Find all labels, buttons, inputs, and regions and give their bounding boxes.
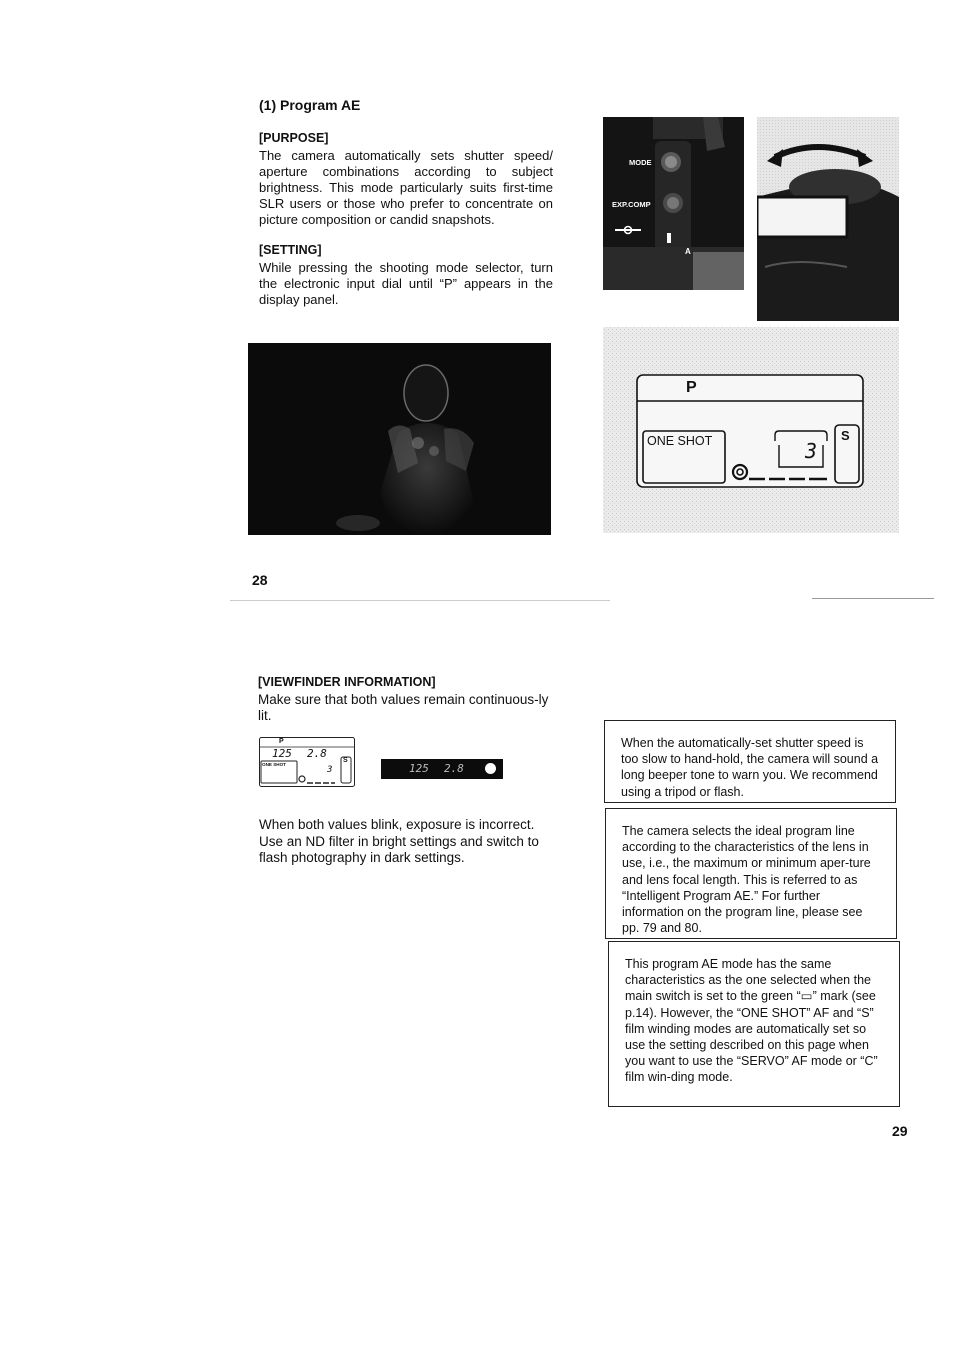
focus-confirm-icon <box>485 763 496 774</box>
lcd-frame-count: 3 <box>805 439 818 463</box>
small-panel-af-mode: ONE SHOT <box>262 762 286 767</box>
note-text: This program AE mode has the same characteristics as the one selected when the main switch is set to the green “▭” mark (see p.14). However, the “ONE SHOT” AF and “S” film winding modes are automatically set so use the setting described on this page when you want to use the “SERVO” AF mode or “C” film win-ding mode. <box>625 957 878 1085</box>
page-divider-left <box>230 600 610 601</box>
lcd-af-mode-label: ONE SHOT <box>647 434 713 448</box>
small-panel-mode: P <box>279 738 284 745</box>
viewfinder-text: Make sure that both values remain continuous-ly lit. <box>258 692 549 723</box>
small-panel-shutter: 125 <box>272 747 292 760</box>
setting-header: [SETTING] <box>259 243 322 257</box>
setting-text: While pressing the shooting mode selector, turn the electronic input dial until “P” appears in the display panel. <box>259 260 553 307</box>
page-divider-right <box>812 598 934 599</box>
note-box-program-line <box>605 808 897 939</box>
page-number-29: 29 <box>892 1123 908 1139</box>
blink-text: When both values blink, exposure is incorrect. Use an ND filter in bright settings and switch to flash photography in dark settings. <box>259 817 539 865</box>
small-panel-drive-mode: S <box>343 757 348 764</box>
viewfinder-aperture: 2.8 <box>444 762 464 775</box>
lcd-drive-mode: S <box>841 428 850 443</box>
section-title: (1) Program AE <box>259 97 361 113</box>
camera-mode-selector-photo <box>603 117 744 290</box>
note-text: The camera selects the ideal program line according to the characteristics of the lens in use, i.e., the maximum or minimum aper-ture and lens focal length. This is referred to as “Intelligent Program AE.” For further information on the program line, please see pp. 79 and 80. <box>622 824 871 936</box>
note-box-beeper <box>604 720 896 803</box>
camera-input-dial-photo <box>757 117 899 321</box>
exp-comp-label: EXP.COMP <box>612 200 651 209</box>
display-panel-illustration <box>603 327 899 533</box>
small-panel-frame-count: 3 <box>327 765 333 775</box>
purpose-header: [PURPOSE] <box>259 131 329 145</box>
viewfinder-shutter: 125 <box>409 762 429 775</box>
viewfinder-header: [VIEWFINDER INFORMATION] <box>258 675 436 689</box>
dial-a-mark: A <box>685 247 691 256</box>
page-number-28: 28 <box>252 572 268 588</box>
lcd-mode-p: P <box>686 379 697 396</box>
child-silhouette-photo <box>248 343 551 535</box>
viewfinder-bar <box>381 759 503 779</box>
purpose-text: The camera automatically sets shutter speed/ aperture combinations according to subject brightness. This mode particularly suits first-time SLR users or those who prefer to concentrate on picture composition or candid snapshots. <box>259 148 553 227</box>
note-box-main-switch <box>608 941 900 1107</box>
note-text: When the automatically-set shutter speed is too slow to hand-hold, the camera will sound a long beeper tone to warn you. We recommend using a tripod or flash. <box>621 736 879 799</box>
mode-label: MODE <box>629 158 652 167</box>
small-display-panel <box>259 737 355 787</box>
small-panel-aperture: 2.8 <box>307 747 327 760</box>
